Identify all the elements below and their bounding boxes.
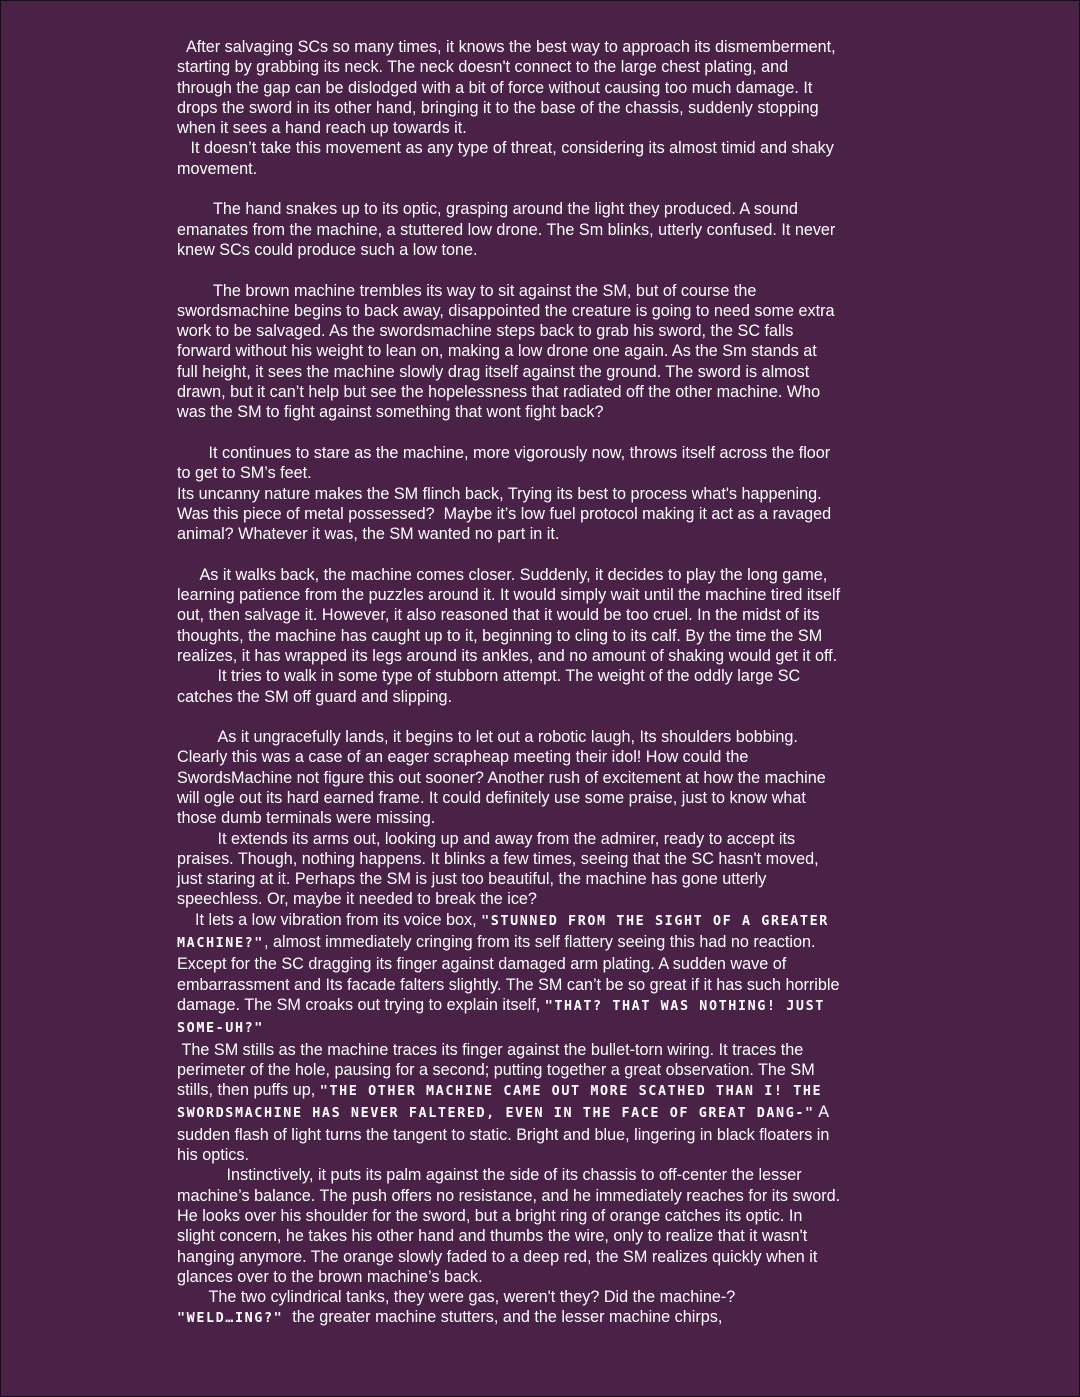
- narration-text: Its uncanny nature makes the SM flinch back, Trying its best to process what's happening. Was this piece of metal possessed? Maybe it’s low fuel protocol making it act as a ravaged animal? Whatever it was, the SM wanted no part in it.: [177, 484, 832, 544]
- story-paragraph: [177, 1165, 841, 1287]
- paragraph-indent: [177, 282, 213, 300]
- narration-text: A sudden flash of light turns the tangent to static. Bright and blue, lingering in black floaters in his optics.: [177, 1103, 830, 1165]
- story-paragraph: [177, 1307, 841, 1329]
- paragraph-indent: [177, 1288, 208, 1306]
- narration-text: Instinctively, it puts its palm against the side of its chassis to off-center the lesser machine’s balance. The push offers no resistance, and he immediately reaches for its sword. He looks over his shoulder for the sword, but a bright ring of orange catches its optic. In slight concern, he takes his other hand and thumbs the wire, only to realize that it wasn't hanging anymore. The orange slowly faded to a deep red, the SM realizes quickly when it glances over to the brown machine’s back.: [177, 1166, 841, 1286]
- narration-text: , almost immediately cringing from its self flattery seeing this had no reaction. Except for the SC dragging its finger against damaged arm plating. A sudden wave of embarrassment and Its facade falters slightly. The SM can’t be so great if it has such horrible damage. The SM croaks out trying to explain itself,: [177, 933, 840, 1014]
- narration-text: the greater machine stutters, and the lesser machine chirps,: [283, 1308, 723, 1327]
- paragraph-indent: [177, 139, 191, 157]
- robot-dialogue: "STUNNED FROM THE SIGHT OF A GREATER MACHINE?": [177, 913, 829, 952]
- narration-text: The two cylindrical tanks, they were gas, weren't they? Did the machine-?: [208, 1288, 736, 1307]
- paragraph-gap: [177, 544, 841, 564]
- story-paragraph: [177, 565, 841, 666]
- narration-text: The hand snakes up to its optic, grasping around the light they produced. A sound emanates from the machine, a stuttered low drone. The Sm blinks, utterly confused. It never knew SCs could produce such a low tone.: [177, 200, 836, 259]
- story-paragraph: [177, 138, 841, 179]
- story-paragraph: [177, 829, 841, 910]
- paragraph-gap: [177, 423, 841, 443]
- story-paragraph: [177, 37, 841, 138]
- paragraph-indent: [177, 728, 217, 746]
- narration-text: The brown machine trembles its way to sit against the SM, but of course the swordsmachine begins to back away, disappointed the creature is going to need some extra work to be salvaged. As the swordsmachine steps back to grab his sword, the SC falls forward without his weight to lean on, making a low drone one again. As the Sm stands at full height, it sees the machine slowly drag itself against the ground. The sword is almost drawn, but it can’t help but see the hopelessness that radiated off the other machine. Who was the SM to fight against something that wont fight back?: [177, 281, 835, 422]
- paragraph-indent: [177, 38, 186, 56]
- narration-text: It lets a low vibration from its voice box,: [195, 910, 482, 929]
- story-paragraph: [177, 666, 841, 707]
- narration-text: It continues to stare as the machine, more vigorously now, throws itself across the floor to get to SM’s feet.: [177, 443, 831, 483]
- story-paragraph: [177, 727, 841, 828]
- paragraph-gap: [177, 179, 841, 199]
- paragraph-gap: [177, 707, 841, 727]
- paragraph-indent: [177, 830, 217, 848]
- story-paragraph: [177, 910, 841, 1040]
- robot-dialogue: "THE OTHER MACHINE CAME OUT MORE SCATHED THAN I! THE SWORDSMACHINE HAS NEVER FALTERED, EVEN IN THE FACE OF GREAT DANG-": [177, 1084, 823, 1122]
- paragraph-indent: [177, 566, 200, 584]
- narration-text: After salvaging SCs so many times, it knows the best way to approach its dismemberment, starting by grabbing its neck. The neck doesn't connect to the large chest plating, and through the gap can be dislodged with a bit of force without causing too much damage. It drops the sword in its other hand, bringing it to the base of the chassis, suddenly stopping when it sees a hand reach up towards it.: [177, 38, 836, 138]
- paragraph-indent: [177, 1166, 226, 1184]
- story-paragraph: [177, 1287, 841, 1307]
- robot-dialogue: "THAT? THAT WAS NOTHING! JUST SOME-UH?": [177, 998, 825, 1037]
- paragraph-gap: [177, 260, 841, 280]
- paragraph-indent: [177, 667, 217, 685]
- narration-text: It extends its arms out, looking up and away from the admirer, ready to accept its praises. Though, nothing happens. It blinks a few times, seeing that the SC hasn't moved, just staring at it. Perhaps the SM is just too beautiful, the machine has gone utterly speechless. Or, maybe it needed to break the ice?: [177, 829, 819, 909]
- robot-dialogue: "WELD…ING?": [177, 1311, 284, 1327]
- story-paragraph: [177, 281, 841, 423]
- narration-text: As it ungracefully lands, it begins to let out a robotic laugh, Its shoulders bobbing. Clearly this was a case of an eager scrapheap meeting their idol! How could the SwordsMachine not figure this out sooner? Another rush of excitement at how the machine will ogle out its hard earned frame. It could definitely use some praise, just to know what those dumb terminals were missing.: [177, 728, 826, 828]
- story-paragraph: [177, 1040, 841, 1166]
- paragraph-indent: [177, 911, 195, 929]
- paragraph-indent: [177, 200, 213, 218]
- story-text-column: [177, 37, 841, 1330]
- story-paragraph: [177, 199, 841, 260]
- narration-text: As it walks back, the machine comes closer. Suddenly, it decides to play the long game, learning patience from the puzzles around it. It would simply wait until the machine tired itself out, then salvage it. However, it also reasoned that it would be too cruel. In the midst of its thoughts, the machine has caught up to it, beginning to cling to its calf. By the time the SM realizes, it has wrapped its legs around its ankles, and no amount of shaking would get it off.: [177, 565, 841, 665]
- paragraph-indent: [177, 444, 208, 462]
- story-paragraph: [177, 484, 841, 545]
- narration-text: It tries to walk in some type of stubborn attempt. The weight of the oddly large SC catches the SM off guard and slipping.: [177, 667, 801, 706]
- narration-text: The SM stills as the machine traces its finger against the bullet-torn wiring. It traces the perimeter of the hole, pausing for a second; putting together a great observation. The SM stills, then puffs up,: [177, 1040, 815, 1100]
- narration-text: It doesn’t take this movement as any type of threat, considering its almost timid and shaky movement.: [177, 139, 834, 178]
- story-paragraph: [177, 443, 841, 484]
